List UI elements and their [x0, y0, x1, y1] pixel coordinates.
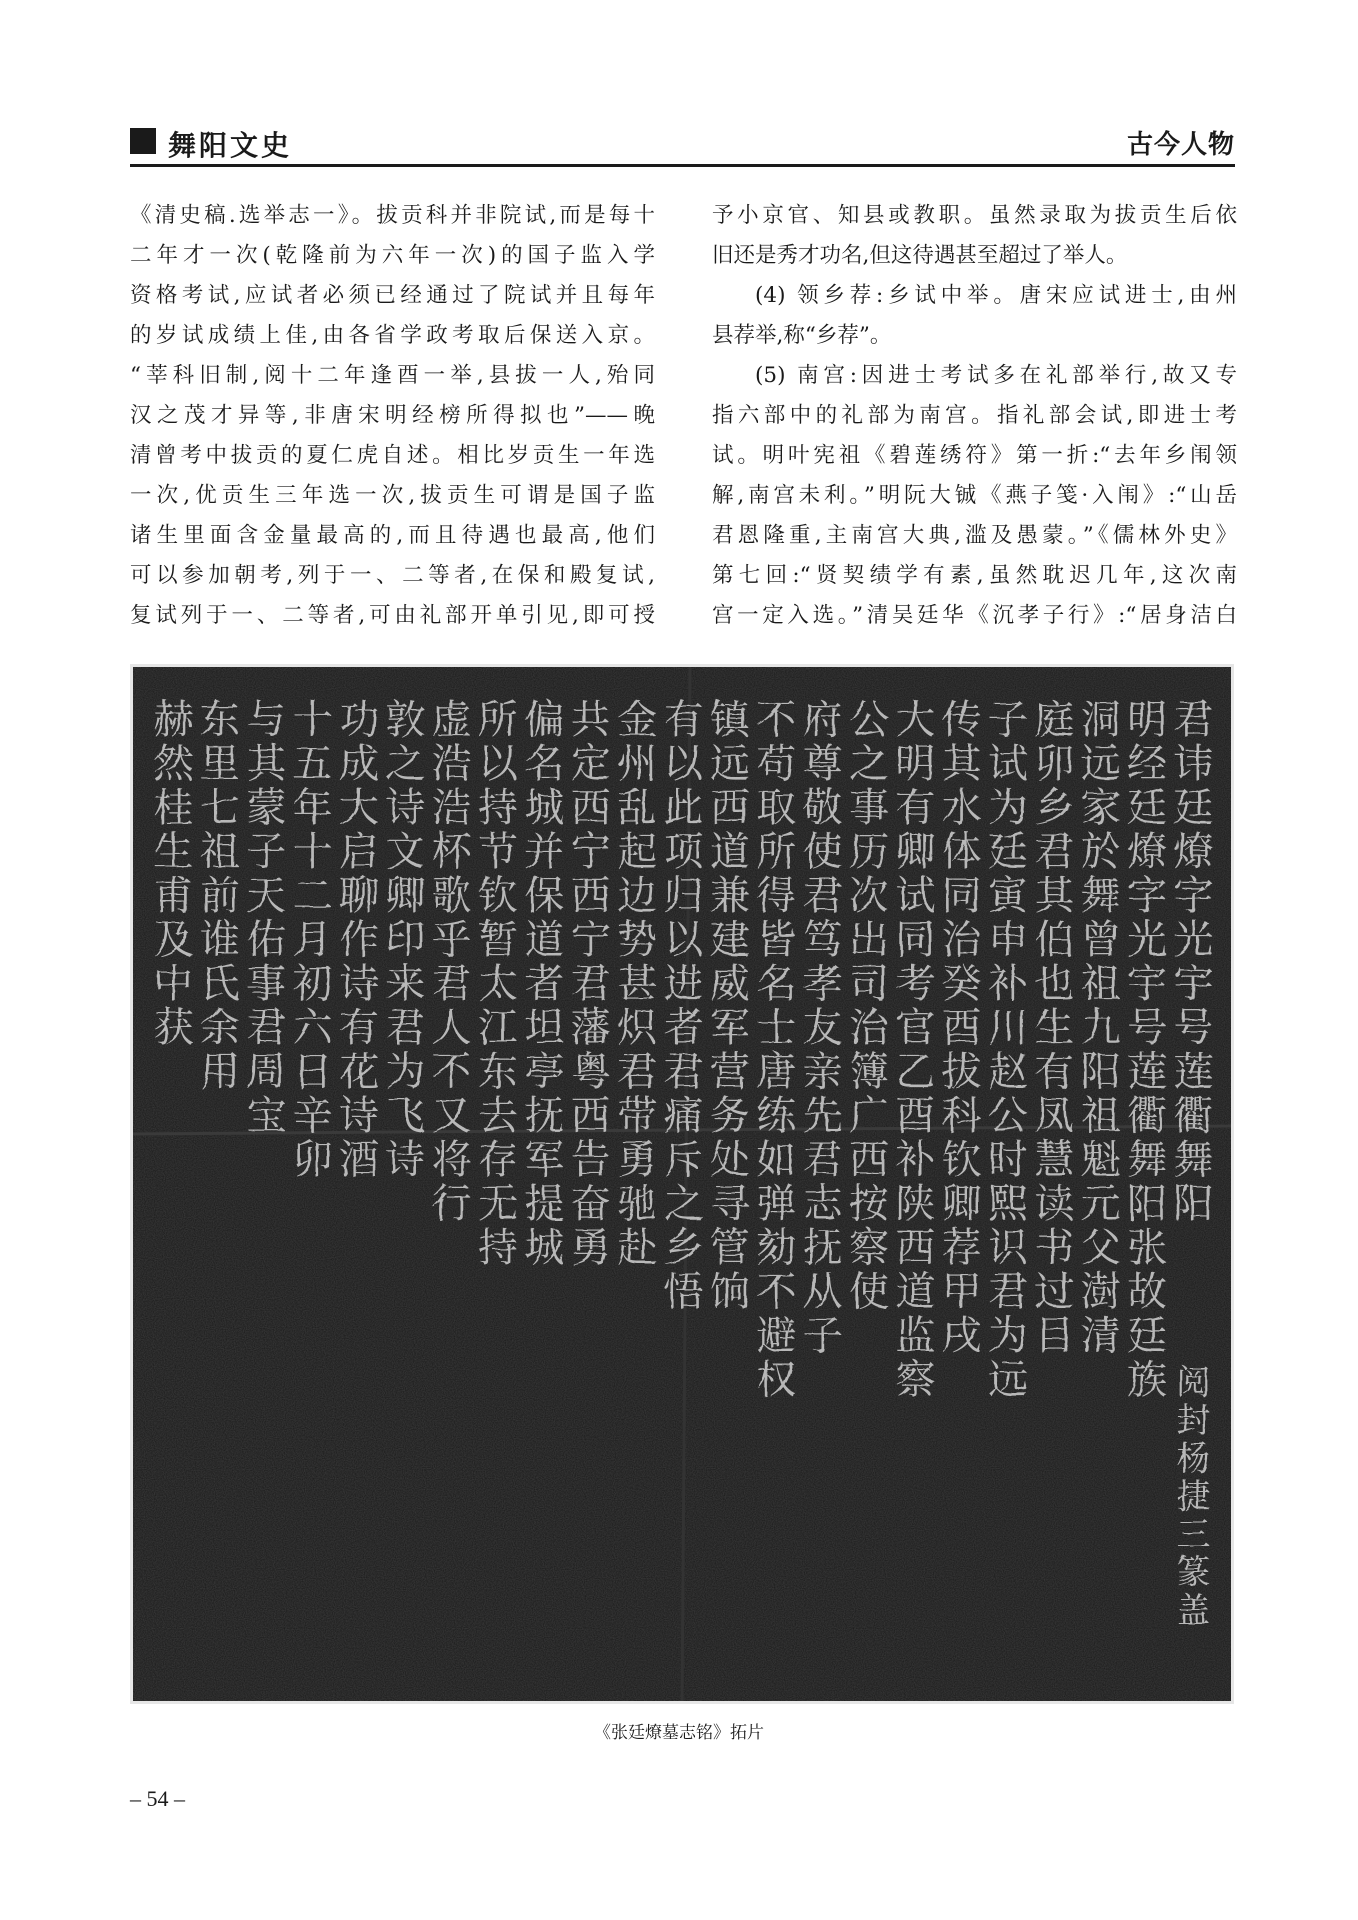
inscription-column: 虚浩浩杯歌乎君人不又将行 — [425, 698, 472, 1226]
text-line: 旧还是秀才功名,但这待遇甚至超过了举人。 — [712, 243, 1128, 268]
text-line: 资格考试,应试者必须已经通过了院试并且每年 — [130, 283, 655, 308]
inscription-column: 功成大启聊作诗有花诗酒 — [332, 698, 379, 1182]
epitaph-rubbing-image — [130, 664, 1234, 1704]
text-line: “莘科旧制,阅十二年逢酉一举,县拔一人,殆同 — [130, 363, 655, 388]
inscription-column: 府尊敬使君笃孝友亲先君志抚从子 — [796, 698, 843, 1358]
inscription-column: 庭卯乡君其伯也生有凤慧读书过目 — [1027, 698, 1074, 1358]
inscription-column: 偏名城并保道者坦亭抚军提城 — [517, 698, 564, 1270]
text-line: (4) 领乡荐:乡试中举。唐宋应试进士,由州 — [755, 283, 1237, 308]
text-line: 县荐举,称“乡荐”。 — [712, 323, 892, 348]
journal-title: 舞阳文史 — [168, 129, 293, 162]
inscription-column: 十五年十二月初六日辛卯 — [286, 698, 333, 1182]
inscription-column: 明经廷燎字光宇号莲衢舞阳张故廷族 — [1120, 698, 1167, 1402]
text-line: 诸生里面含金量最高的,而且待遇也最高,他们 — [130, 523, 655, 548]
image-caption: 《张廷燎墓志铭》拓片 — [594, 1723, 764, 1743]
inscription-column: 共定西宁西宁君藩粤西告奋勇 — [564, 698, 611, 1270]
text-line: (5) 南宫:因进士考试多在礼部举行,故又专 — [755, 363, 1237, 388]
text-line: 一次,优贡生三年选一次,拔贡生可谓是国子监 — [130, 483, 655, 508]
text-line: 解,南宫未利。”明阮大铖《燕子笺·入闱》:“山岳 — [712, 483, 1237, 508]
text-line: 二年才一次(乾隆前为六年一次)的国子监入学 — [130, 243, 655, 268]
inscription-column: 镇远西道兼建威军营务处寻管饷 — [703, 698, 750, 1314]
inscription-column: 所以持节钦暂太江东去存无持 — [471, 698, 518, 1270]
text-line: 《清史稿.选举志一》。拔贡科并非院试,而是每十 — [130, 203, 655, 228]
inscription-title: 阅封杨捷三篆盖 — [1170, 1364, 1210, 1630]
text-line: 宫一定入选。”清吴廷华《沉孝子行》:“居身洁白 — [712, 603, 1237, 628]
text-line: 汉之茂才异等,非唐宋明经榜所得拟也”——晚 — [130, 403, 655, 428]
text-line: 君恩隆重,主南宫大典,滥及愚蒙。”《儒林外史》 — [712, 523, 1237, 548]
text-line: 复试列于一、二等者,可由礼部开单引见,即可授 — [130, 603, 655, 628]
running-header — [130, 124, 1235, 162]
right-text-column — [712, 196, 1237, 636]
text-line: 指六部中的礼部为南宫。指礼部会试,即进士考 — [712, 403, 1237, 428]
text-line: 可以参加朝考,列于一、二等者,在保和殿复试, — [130, 563, 655, 588]
inscription-column: 公之事历次出司治簿广西按察使 — [842, 698, 889, 1314]
text-line: 予小京官、知县或教职。虽然录取为拔贡生后依 — [712, 203, 1237, 228]
inscription-column: 东里七祖前谁氏余用 — [193, 698, 240, 1094]
text-line: 试。明叶宪祖《碧莲绣符》第一折:“去年乡闱领 — [712, 443, 1237, 468]
section-title: 古今人物 — [1126, 130, 1235, 160]
inscription-column: 洞远家於舞曾祖九阳祖魁元父澍清 — [1074, 698, 1121, 1358]
inscription-column: 与其蒙子天佑事君周宝 — [239, 698, 286, 1138]
inscription-column: 金州乱起边势甚炽君带勇驰赴 — [610, 698, 657, 1270]
inscription-column: 君讳廷燎字光宇号莲衢舞阳 — [1167, 698, 1213, 1226]
text-line: 的岁试成绩上佳,由各省学政考取后保送入京。 — [130, 323, 655, 348]
header-block-mark — [130, 128, 156, 154]
inscription-column: 有以此项归以进者君痛斥之乡悟 — [657, 698, 703, 1314]
left-text-column — [130, 196, 655, 636]
page-number: – 54 – — [130, 1786, 185, 1811]
text-line: 第七回:“贤契绩学有素,虽然耽迟几年,这次南 — [712, 563, 1237, 588]
text-line: 清曾考中拔贡的夏仁虎自述。相比岁贡生一年选 — [130, 443, 655, 468]
header-rule — [130, 164, 1235, 167]
inscription-column: 敦之诗文卿印来君为飞诗 — [378, 698, 425, 1182]
inscription-column: 不苟取所得皆名士唐练如弹劾不避权 — [749, 698, 796, 1402]
inscription-column: 赫然桂生甫及中获 — [147, 698, 193, 1050]
inscription-column: 传其水体同治癸酉拔科钦卿荐甲戌 — [935, 698, 982, 1358]
inscription-column: 子试为廷寅申补川赵公时熙识君为远 — [981, 698, 1028, 1402]
inscription-column: 大明有卿试同考官乙酉补陕西道监察 — [888, 698, 935, 1402]
